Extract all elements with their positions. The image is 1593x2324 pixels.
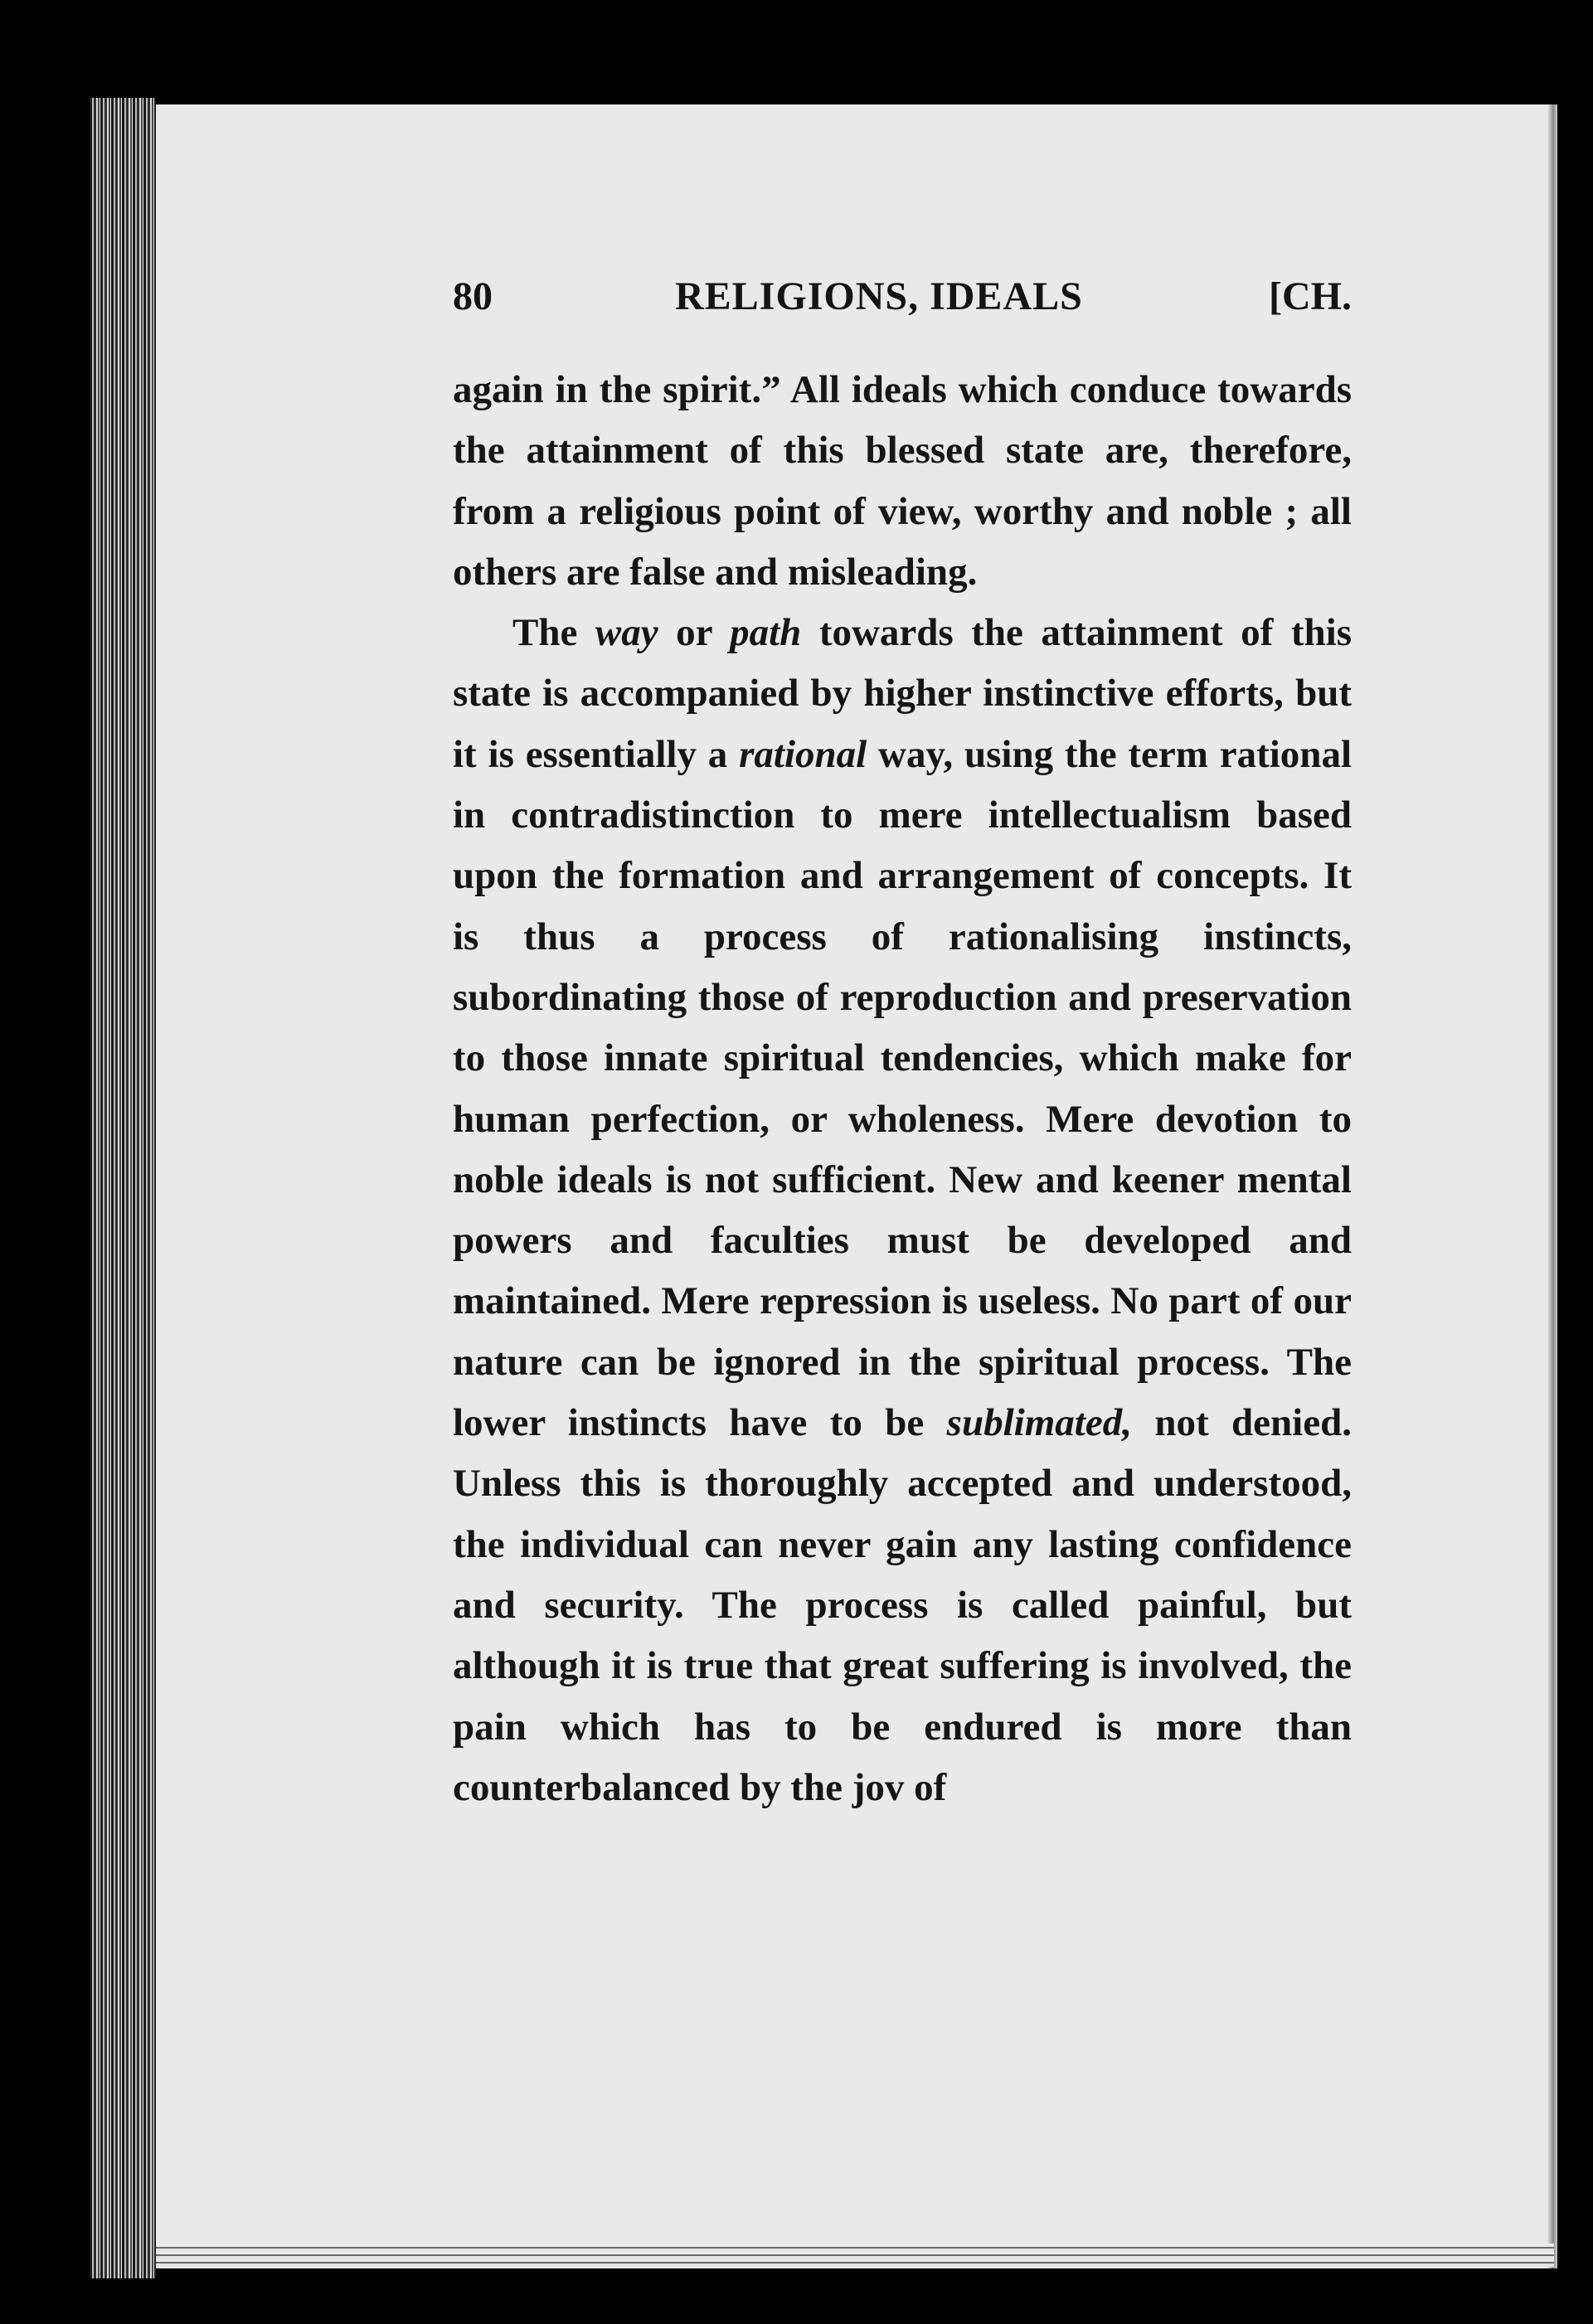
italic-word-path: path xyxy=(730,611,802,655)
paragraph-2 xyxy=(453,603,1352,1818)
italic-word-rational: rational xyxy=(739,732,867,776)
running-head xyxy=(453,274,1352,332)
page-bottom-edge xyxy=(156,2244,1554,2267)
page-number: 80 xyxy=(453,274,493,318)
paragraph-1 xyxy=(453,360,1352,603)
italic-word-sublimated: sublimated, xyxy=(946,1401,1132,1445)
text-run: way, using the term rational in contradistinction to mere intellectualism based upon the formation and arrangement of concepts. It is thus a process of rationalising instincts, subordinating those of reproduction and preservation to those innate spiritual tendencies, which make for human perfection, or wholeness. Mere devotion to noble ideals is not sufficient. New and keener mental powers and faculties must be developed and maintained. Mere repression is useless. No part of our nature can be ignored in the spiritual process. The lower instincts have to be xyxy=(453,732,1353,1445)
body-text xyxy=(453,360,1352,1818)
italic-word-way: way xyxy=(595,611,658,655)
page-right-gutter xyxy=(1547,104,1557,2268)
text-run: or xyxy=(658,611,731,655)
paragraph-1-text: again in the spirit.” All ideals which conduce towards the attainment of this blessed state are, therefore, from a religious point of view, worthy and noble ; all others are false and misleading. xyxy=(453,368,1352,594)
chapter-mark: [CH. xyxy=(1269,274,1352,318)
book-page-edges xyxy=(90,98,156,2278)
text-run: not denied. Unless this is thoroughly accepted and understood, the individual can never gain any lasting confidence and security. The process is called painful, but although it is true that great suffering is involved, the pain which has to be endured is more than counterbalanced by the jov of xyxy=(453,1401,1352,1809)
text-run: towards the attainment of this state is accompanied by higher instinctive efforts, but it is essentially a xyxy=(453,611,1352,776)
text-run: The xyxy=(512,611,595,655)
running-head-title: RELIGIONS, IDEALS xyxy=(675,274,1083,318)
